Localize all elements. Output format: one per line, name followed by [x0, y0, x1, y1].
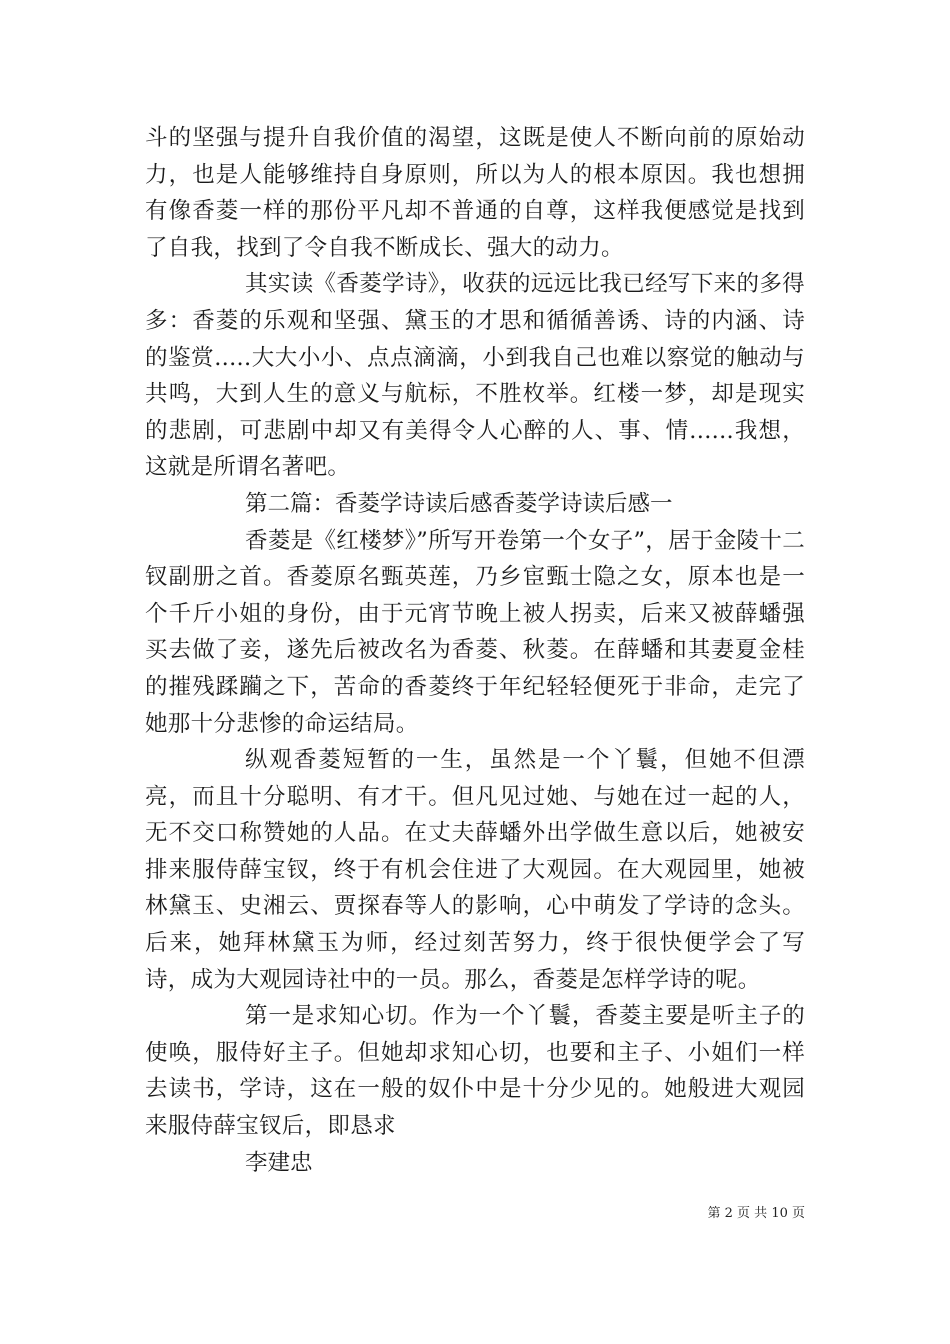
paragraph: 其实读《香菱学诗》，收获的远远比我已经写下来的多得多：香菱的乐观和坚强、黛玉的才思和循循善诱、诗的内涵、诗的鉴赏.....大大小小、点点滴滴，小到我自己也难以察觉的触动与共鸣，大到人生的意义与航标，不胜枚举。红楼一梦，却是现实的悲剧，可悲剧中却又有美得令人心醉的人、事、情......我想，这就是所谓名著吧。 — [145, 271, 805, 481]
paragraph: 纵观香菱短暂的一生，虽然是一个丫鬟，但她不但漂亮，而且十分聪明、有才干。但凡见过她、与她在过一起的人，无不交口称赞她的人品。在丈夫薛蟠外出学做生意以后，她被安排来服侍薛宝钗，终于有机会住进了大观园。在大观园里，她被林黛玉、史湘云、贾探春等人的影响，心中萌发了学诗的念头。后来，她拜林黛玉为师，经过刻苦努力，终于很快便学会了写诗，成为大观园诗社中的一员。那么，香菱是怎样学诗的呢。 — [145, 747, 805, 993]
section-heading: 第二篇：香菱学诗读后感香菱学诗读后感一 — [245, 490, 673, 517]
author-signature: 李建忠 — [245, 1149, 313, 1176]
paragraph: 香菱是《红楼梦》”所写开卷第一个女子”，居于金陵十二钗副册之首。香菱原名甄英莲，乃乡宦甄士隐之女，原本也是一个千斤小姐的身份，由于元宵节晚上被人拐卖，后来又被薛蟠强买去做了妾，遂先后被改名为香菱、秋菱。在薛蟠和其妻夏金桂的摧残蹂躏之下，苦命的香菱终于年纪轻轻便死于非命，走完了她那十分悲惨的命运结局。 — [145, 527, 805, 737]
paragraph: 第一是求知心切。作为一个丫鬟，香菱主要是听主子的使唤，服侍好主子。但她却求知心切，也要和主子、小姐们一样去读书，学诗，这在一般的奴仆中是十分少见的。她般进大观园来服侍薛宝钗后，即恳求 — [145, 1003, 805, 1140]
document-body — [145, 120, 805, 1181]
page-number: 第 2 页 共 10 页 — [707, 1206, 805, 1221]
paragraph-continuation: 斗的坚强与提升自我价值的渴望，这既是使人不断向前的原始动力，也是人能够维持自身原则，所以为人的根本原因。我也想拥有像香菱一样的那份平凡却不普通的自尊，这样我便感觉是找到了自我，找到了令自我不断成长、强大的动力。 — [145, 125, 805, 261]
